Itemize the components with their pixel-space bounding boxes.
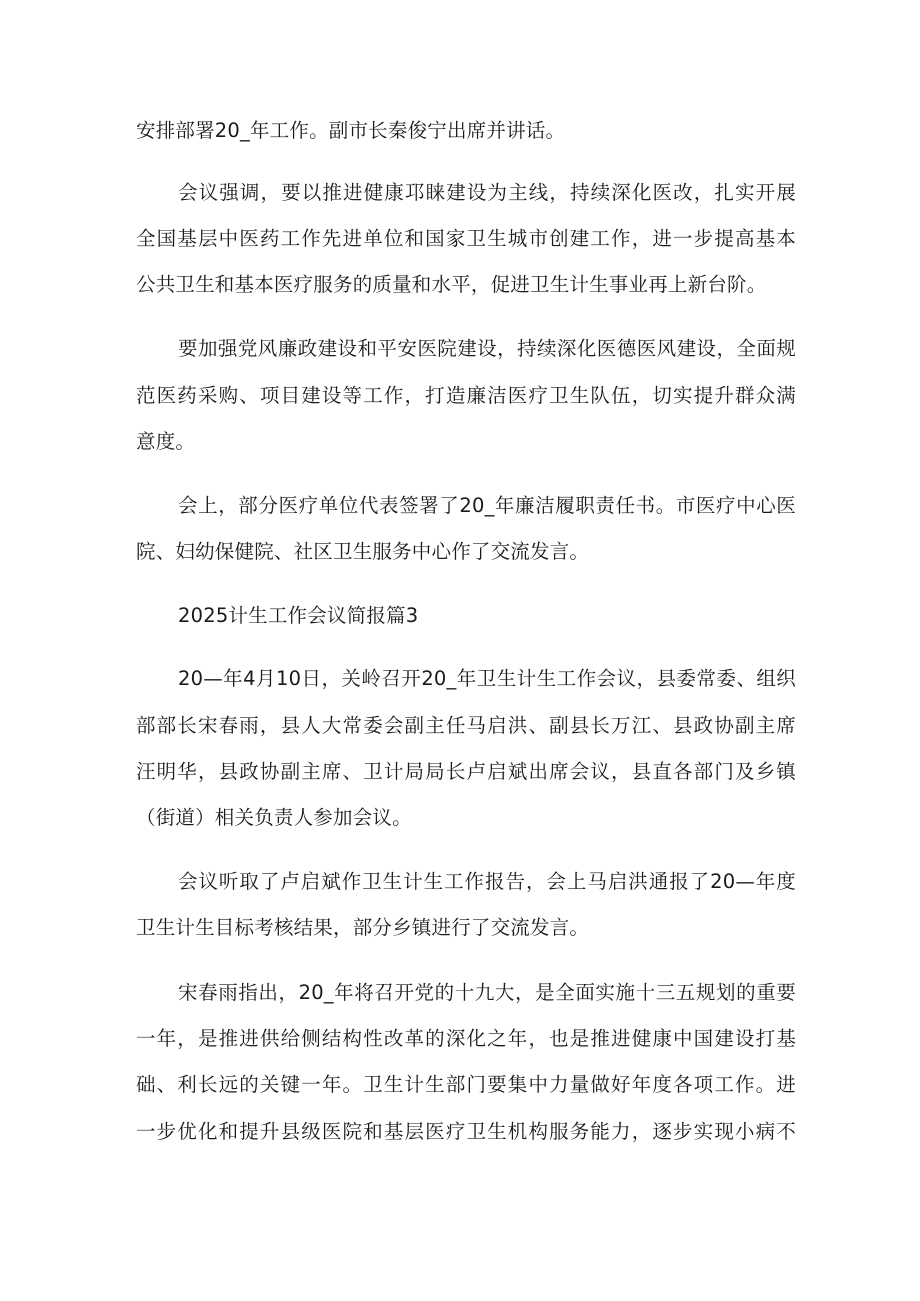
paragraph-7-line-2: 础、利长远的关键一年。卫生计生部门要集中力量做好年度各项工作。进 xyxy=(136,1073,796,1096)
paragraph-3-line-0: 会上，部分医疗单位代表签署了20_年廉洁履职责任书。市医疗中心医 xyxy=(178,494,796,517)
paragraph-5-line-0: 20—年4月10日，关岭召开20_年卫生计生工作会议，县委常委、组织 xyxy=(178,667,796,690)
paragraph-6-line-0: 会议听取了卢启斌作卫生计生工作报告，会上马启洪通报了20—年度 xyxy=(178,870,796,893)
paragraph-0-line-0: 安排部署20_年工作。副市长秦俊宁出席并讲话。 xyxy=(136,119,566,142)
paragraph-5-line-1: 部部长宋春雨，县人大常委会副主任马启洪、副县长万江、县政协副主席 xyxy=(136,714,796,737)
paragraph-5-line-3: （街道）相关负责人参加会议。 xyxy=(136,806,412,829)
paragraph-2-line-0: 要加强党风廉政建设和平安医院建设，持续深化医德医风建设，全面规 xyxy=(178,337,796,360)
paragraph-2-line-1: 范医药采购、项目建设等工作，打造廉洁医疗卫生队伍，切实提升群众满 xyxy=(136,384,796,407)
paragraph-7-line-0: 宋春雨指出，20_年将召开党的十九大，是全面实施十三五规划的重要 xyxy=(178,981,796,1004)
paragraph-1-line-1: 全国基层中医药工作先进单位和国家卫生城市创建工作，进一步提高基本 xyxy=(136,227,796,250)
paragraph-2-line-2: 意度。 xyxy=(136,430,196,453)
paragraph-5-line-2: 汪明华，县政协副主席、卫计局局长卢启斌出席会议，县直各部门及乡镇 xyxy=(136,760,796,783)
paragraph-7-line-3: 一步优化和提升县级医院和基层医疗卫生机构服务能力，逐步实现小病不 xyxy=(136,1120,796,1143)
paragraph-6-line-1: 卫生计生目标考核结果，部分乡镇进行了交流发言。 xyxy=(136,916,590,939)
paragraph-3-line-1: 院、妇幼保健院、社区卫生服务中心作了交流发言。 xyxy=(136,540,590,563)
paragraph-1-line-2: 公共卫生和基本医疗服务的质量和水平，促进卫生计生事业再上新台阶。 xyxy=(136,273,767,296)
section-heading: 2025计生工作会议简报篇3 xyxy=(178,604,419,627)
paragraph-7-line-1: 一年，是推进供给侧结构性改革的深化之年，也是推进健康中国建设打基 xyxy=(136,1027,796,1050)
paragraph-1-line-0: 会议强调，要以推进健康邛睐建设为主线，持续深化医改，扎实开展 xyxy=(178,181,796,204)
